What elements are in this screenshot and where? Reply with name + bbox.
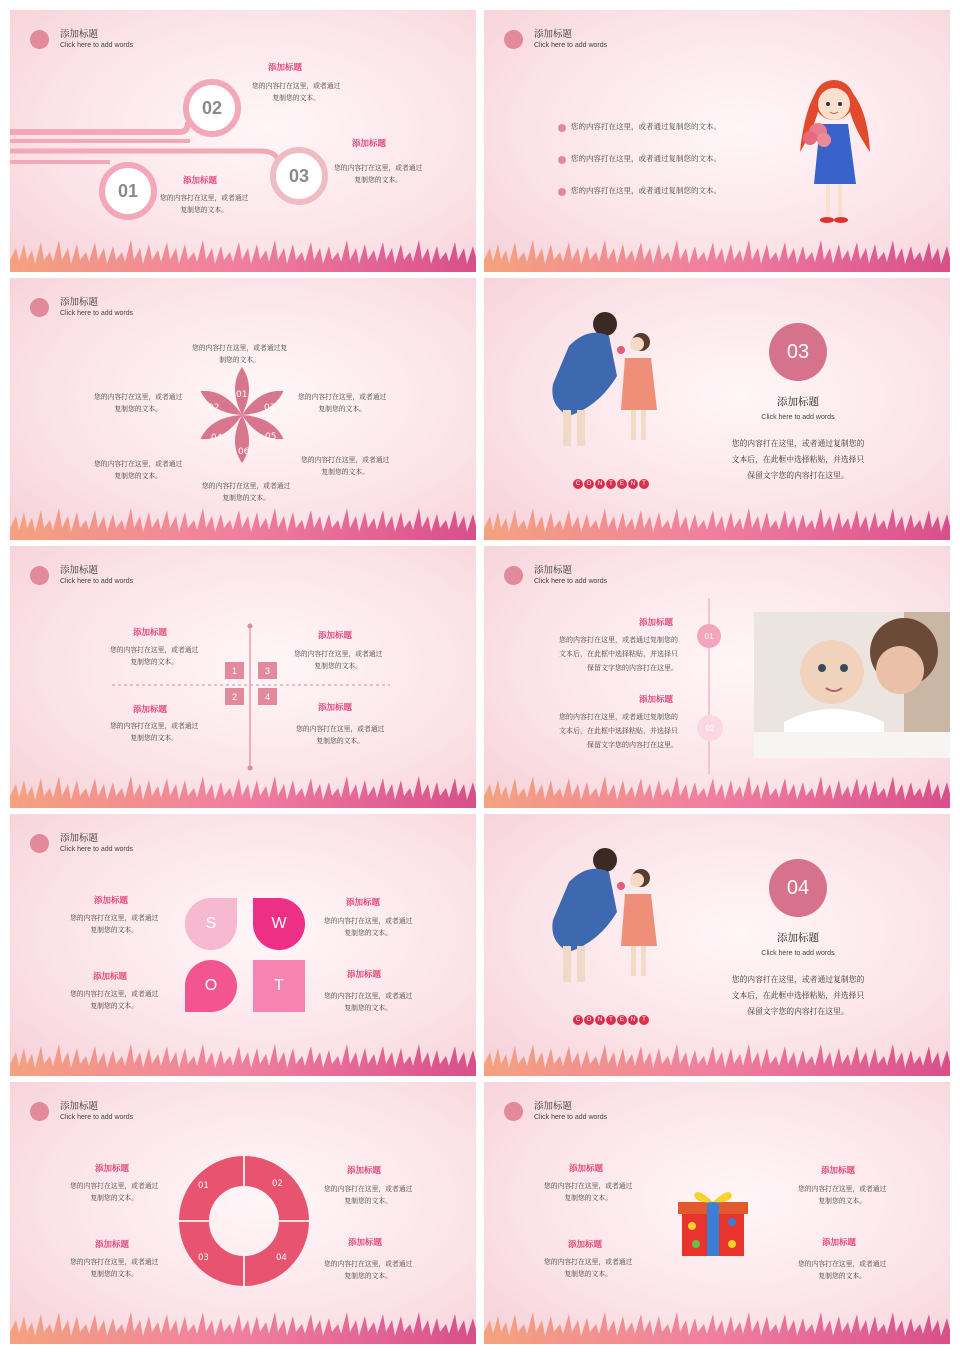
petal-01: 01: [236, 390, 248, 400]
timeline-node-02: 02: [697, 715, 723, 741]
gift-text-ur: 您的内容打在这里，或者通过 复制您的文本。: [798, 1185, 887, 1205]
swot-text-s: 您的内容打在这里，或者通过 复制您的文本。: [70, 914, 159, 934]
content-label: [573, 479, 649, 489]
slide-subtitle: Click here to add words: [60, 578, 134, 585]
quadrant-3: 3: [258, 662, 277, 679]
gift-box-icon: [676, 1186, 750, 1258]
bullet-dot: [558, 124, 566, 132]
step-03-text: 您的内容打在这里，或者通过 复制您的文本。: [334, 164, 423, 184]
swot-text-w: 您的内容打在这里，或者通过 复制您的文本。: [324, 917, 413, 937]
swot-s: S: [185, 898, 237, 950]
cycle-seg-01: 01: [198, 1181, 209, 1191]
slide-title: 添加标题: [534, 565, 573, 576]
cycle-title-lr: 添加标题: [348, 1238, 383, 1248]
timeline-title-2: 添加标题: [639, 695, 674, 705]
slide-subtitle: Click here to add words: [60, 846, 134, 853]
section-body: 您的内容打在这里，或者通过复制您的 文本后，在此框中选择粘贴，并选择只 保留文字您的内容打在这里。: [731, 439, 865, 480]
bullet-text-2: 您的内容打在这里，或者通过复制您的文本。: [571, 154, 721, 163]
content-letter: E: [617, 1015, 627, 1025]
petal-04: 04: [211, 433, 223, 443]
swot-title-o: 添加标题: [93, 972, 128, 982]
grass-decoration: [10, 238, 476, 272]
content-letter: E: [617, 479, 627, 489]
slide-title: 添加标题: [60, 833, 99, 844]
step-02-title: 添加标题: [268, 63, 303, 73]
slide-subtitle: Click here to add words: [60, 42, 134, 49]
flower-text-upper-right: 您的内容打在这里，或者通过 复制您的文本。: [298, 393, 387, 413]
cycle-seg-03: 03: [198, 1253, 209, 1263]
section-subtitle: Click here to add words: [761, 414, 835, 421]
gift-text-lr: 您的内容打在这里，或者通过 复制您的文本。: [798, 1260, 887, 1280]
swot-title-s: 添加标题: [94, 896, 129, 906]
content-letter: O: [584, 479, 594, 489]
grass-decoration: [484, 1042, 950, 1076]
content-letter: N: [628, 1015, 638, 1025]
grass-decoration: [10, 1042, 476, 1076]
quadrant-1: 1: [225, 662, 244, 679]
slide-title: 添加标题: [60, 29, 99, 40]
timeline-node-01: 01: [697, 624, 721, 648]
flower-text-lower-left: 您的内容打在这里，或者通过 复制您的文本。: [94, 460, 183, 480]
cycle-title-ll: 添加标题: [95, 1240, 130, 1250]
slide-4: [484, 278, 950, 540]
header-dot: [504, 1102, 523, 1121]
petal-03: 03: [264, 403, 276, 413]
slide-subtitle: Click here to add words: [60, 310, 134, 317]
swot-t: T: [253, 960, 305, 1012]
swot-title-t: 添加标题: [347, 970, 382, 980]
cycle-text-ll: 您的内容打在这里，或者通过 复制您的文本。: [70, 1258, 159, 1278]
swot-w: W: [253, 898, 305, 950]
slide-subtitle: Click here to add words: [534, 578, 608, 585]
step-03-ring: 03: [270, 147, 328, 205]
cycle-text-ur: 您的内容打在这里，或者通过 复制您的文本。: [324, 1185, 413, 1205]
slide-2: [484, 10, 950, 272]
step-01-ring: 01: [99, 162, 157, 220]
grass-decoration: [10, 1310, 476, 1344]
section-number-circle: 03: [769, 323, 827, 381]
flower-text-upper-left: 您的内容打在这里，或者通过 复制您的文本。: [94, 393, 183, 413]
slide-subtitle: Click here to add words: [534, 1114, 608, 1121]
petal-02: 02: [208, 403, 220, 413]
flower-text-lower-right: 您的内容打在这里，或者通过 复制您的文本。: [301, 456, 390, 476]
quad-title-ll: 添加标题: [133, 705, 168, 715]
header-dot: [504, 30, 523, 49]
gift-title-ll: 添加标题: [568, 1240, 603, 1250]
bullet-text-1: 您的内容打在这里，或者通过复制您的文本。: [571, 122, 721, 131]
grass-decoration: [484, 1310, 950, 1344]
cycle-seg-02: 02: [272, 1179, 283, 1189]
header-dot: [30, 1102, 49, 1121]
header-dot: [30, 298, 49, 317]
quad-text-ul: 您的内容打在这里，或者通过 复制您的文本。: [110, 646, 199, 666]
quadrant-4: 4: [258, 688, 277, 705]
swot-text-t: 您的内容打在这里，或者通过 复制您的文本。: [324, 992, 413, 1012]
content-letter: O: [584, 1015, 594, 1025]
slide-title: 添加标题: [60, 297, 99, 308]
slide-1: [10, 10, 476, 272]
bullet-dot: [558, 188, 566, 196]
slide-title: 添加标题: [60, 565, 99, 576]
content-letter: T: [639, 1015, 649, 1025]
slide-9: [10, 1082, 476, 1344]
flower-text-top: 您的内容打在这里，或者通过复 制您的文本。: [192, 344, 288, 364]
flower-text-bottom: 您的内容打在这里，或者通过 复制您的文本。: [202, 482, 291, 502]
step-02-ring: 02: [183, 79, 241, 137]
swot-title-w: 添加标题: [346, 898, 381, 908]
gift-title-ul: 添加标题: [569, 1164, 604, 1174]
quad-title-ul: 添加标题: [133, 628, 168, 638]
section-number-circle: 04: [769, 859, 827, 917]
swot-o: O: [185, 960, 237, 1012]
content-letter: N: [628, 479, 638, 489]
cycle-text-lr: 您的内容打在这里，或者通过 复制您的文本。: [324, 1260, 413, 1280]
step-02-text: 您的内容打在这里，或者通过 复制您的文本。: [252, 82, 341, 102]
timeline-text-1: 您的内容打在这里，或者通过复制您的 文本后，在此框中选择粘贴，并选择只 保留文字您的内容打在这里。: [559, 636, 678, 672]
grass-decoration: [484, 238, 950, 272]
cycle-seg-04: 04: [276, 1253, 287, 1263]
grass-decoration: [484, 506, 950, 540]
slide-5: [10, 546, 476, 808]
slide-title: 添加标题: [534, 1101, 573, 1112]
bullet-text-3: 您的内容打在这里，或者通过复制您的文本。: [571, 186, 721, 195]
slide-7: [10, 814, 476, 1076]
content-letter: N: [595, 479, 605, 489]
gift-title-lr: 添加标题: [822, 1238, 857, 1248]
petal-05: 05: [265, 432, 277, 442]
petal-06: 06: [238, 447, 250, 457]
gift-text-ll: 您的内容打在这里，或者通过 复制您的文本。: [544, 1258, 633, 1278]
grass-decoration: [484, 774, 950, 808]
content-label: [573, 1015, 649, 1025]
content-letter: T: [606, 479, 616, 489]
quad-text-ur: 您的内容打在这里，或者通过 复制您的文本。: [294, 650, 383, 670]
section-title: 添加标题: [777, 396, 819, 408]
cycle-ring: [177, 1154, 311, 1288]
cycle-text-ul: 您的内容打在这里，或者通过 复制您的文本。: [70, 1182, 159, 1202]
section-title: 添加标题: [777, 932, 819, 944]
section-subtitle: Click here to add words: [761, 950, 835, 957]
header-dot: [30, 834, 49, 853]
slide-title: 添加标题: [534, 29, 573, 40]
girl-illustration: [794, 72, 874, 232]
step-01-title: 添加标题: [183, 176, 218, 186]
quad-text-ll: 您的内容打在这里，或者通过 复制您的文本。: [110, 722, 199, 742]
gift-title-ur: 添加标题: [821, 1166, 856, 1176]
slide-6: [484, 546, 950, 808]
baby-photo: [754, 612, 950, 758]
content-letter: T: [639, 479, 649, 489]
slide-subtitle: Click here to add words: [60, 1114, 134, 1121]
content-letter: T: [606, 1015, 616, 1025]
quadrant-2: 2: [225, 688, 244, 705]
content-letter: C: [573, 1015, 583, 1025]
grass-decoration: [10, 774, 476, 808]
timeline-title-1: 添加标题: [639, 618, 674, 628]
bullet-dot: [558, 156, 566, 164]
slide-subtitle: Click here to add words: [534, 42, 608, 49]
slide-8: [484, 814, 950, 1076]
gift-text-ul: 您的内容打在这里，或者通过 复制您的文本。: [544, 1182, 633, 1202]
step-03-title: 添加标题: [352, 139, 387, 149]
step-01-text: 您的内容打在这里，或者通过 复制您的文本。: [160, 194, 249, 214]
content-letter: N: [595, 1015, 605, 1025]
timeline-lines: [10, 10, 476, 272]
grass-decoration: [10, 506, 476, 540]
swot-text-o: 您的内容打在这里，或者通过 复制您的文本。: [70, 990, 159, 1010]
slide-10: [484, 1082, 950, 1344]
section-body: 您的内容打在这里，或者通过复制您的 文本后，在此框中选择粘贴，并选择只 保留文字您的内容打在这里。: [731, 975, 865, 1016]
slide-3: [10, 278, 476, 540]
quad-title-lr: 添加标题: [318, 703, 353, 713]
slide-title: 添加标题: [60, 1101, 99, 1112]
mother-daughter-illustration: [539, 842, 669, 992]
content-letter: C: [573, 479, 583, 489]
timeline-text-2: 您的内容打在这里，或者通过复制您的 文本后，在此框中选择粘贴，并选择只 保留文字您的内容打在这里。: [559, 713, 678, 749]
mother-daughter-illustration: [539, 306, 669, 456]
cycle-title-ur: 添加标题: [347, 1166, 382, 1176]
quad-text-lr: 您的内容打在这里，或者通过 复制您的文本。: [296, 725, 385, 745]
cycle-title-ul: 添加标题: [95, 1164, 130, 1174]
quad-title-ur: 添加标题: [318, 631, 353, 641]
